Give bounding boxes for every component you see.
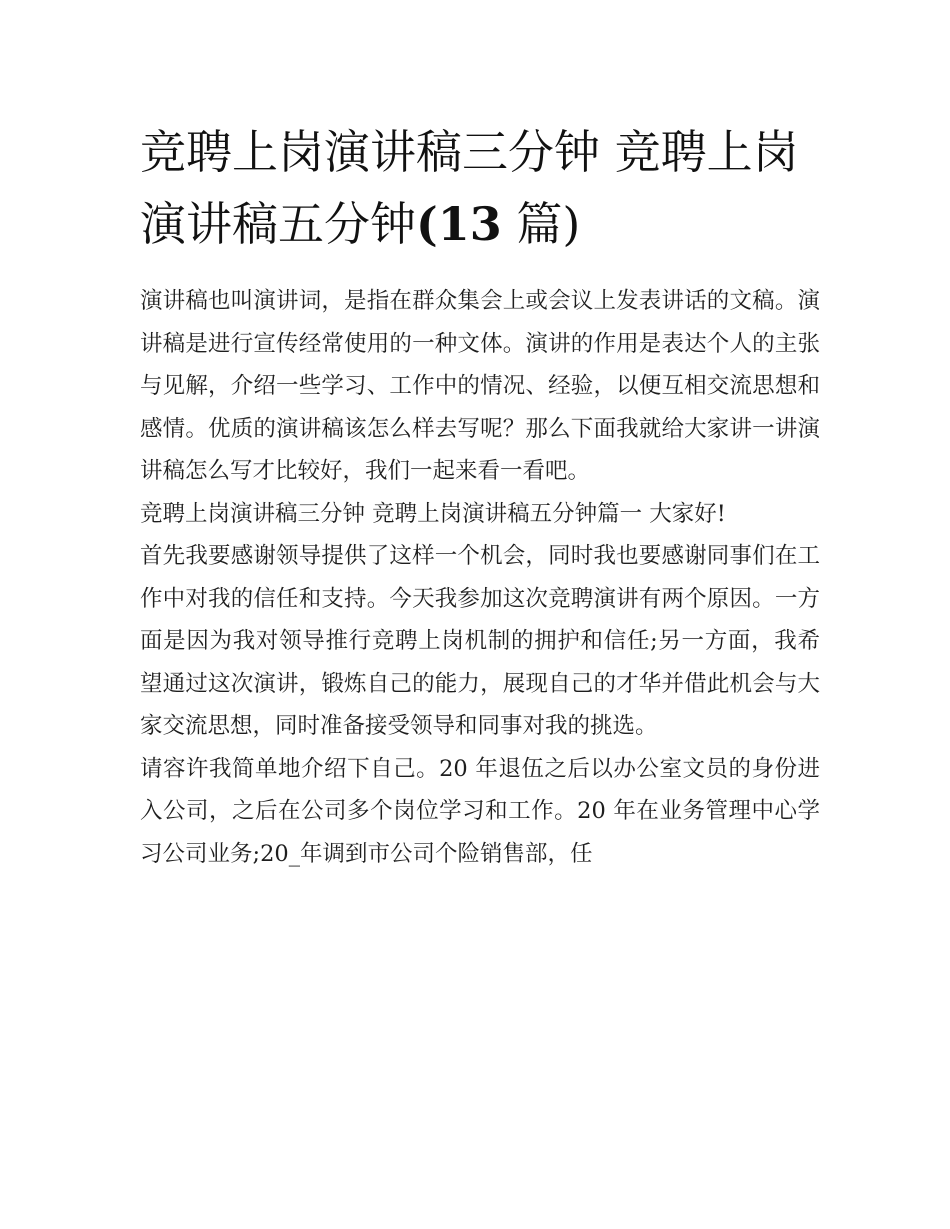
title-suffix: 篇) xyxy=(501,197,581,251)
title-count: (13 xyxy=(416,197,502,251)
document-body xyxy=(140,280,820,875)
document-title xyxy=(140,116,820,260)
thanks-paragraph: 首先我要感谢领导提供了这样一个机会，同时我也要感谢同事们在工作中对我的信任和支持。今天我参加这次竞聘演讲有两个原因。一方面是因为我对领导推行竞聘上岗机制的拥护和信任;另一方面，我希望通过这次演讲，锻炼自己的能力，展现自己的才华并借此机会与大家交流思想，同时准备接受领导和同事对我的挑选。 xyxy=(140,543,820,739)
self-intro-paragraph: 请容许我简单地介绍下自己。20 年退伍之后以办公室文员的身份进入公司，之后在公司多个岗位学习和工作。20 年在业务管理中心学习公司业务;20_年调到市公司个险销售部，任 xyxy=(140,755,820,867)
intro-paragraph: 演讲稿也叫演讲词，是指在群众集会上或会议上发表讲话的文稿。演讲稿是进行宣传经常使用的一种文体。演讲的作用是表达个人的主张与见解，介绍一些学习、工作中的情况、经验，以便互相交流思想和感情。优质的演讲稿该怎么样去写呢？那么下面我就给大家讲一讲演讲稿怎么写才比较好，我们一起来看一看吧。 xyxy=(140,288,820,484)
section-heading-paragraph: 竞聘上岗演讲稿三分钟 竞聘上岗演讲稿五分钟篇一 大家好! xyxy=(140,500,726,527)
title-text: 竞聘上岗演讲稿三分钟 竞聘上岗演讲稿五分钟 xyxy=(140,125,799,251)
